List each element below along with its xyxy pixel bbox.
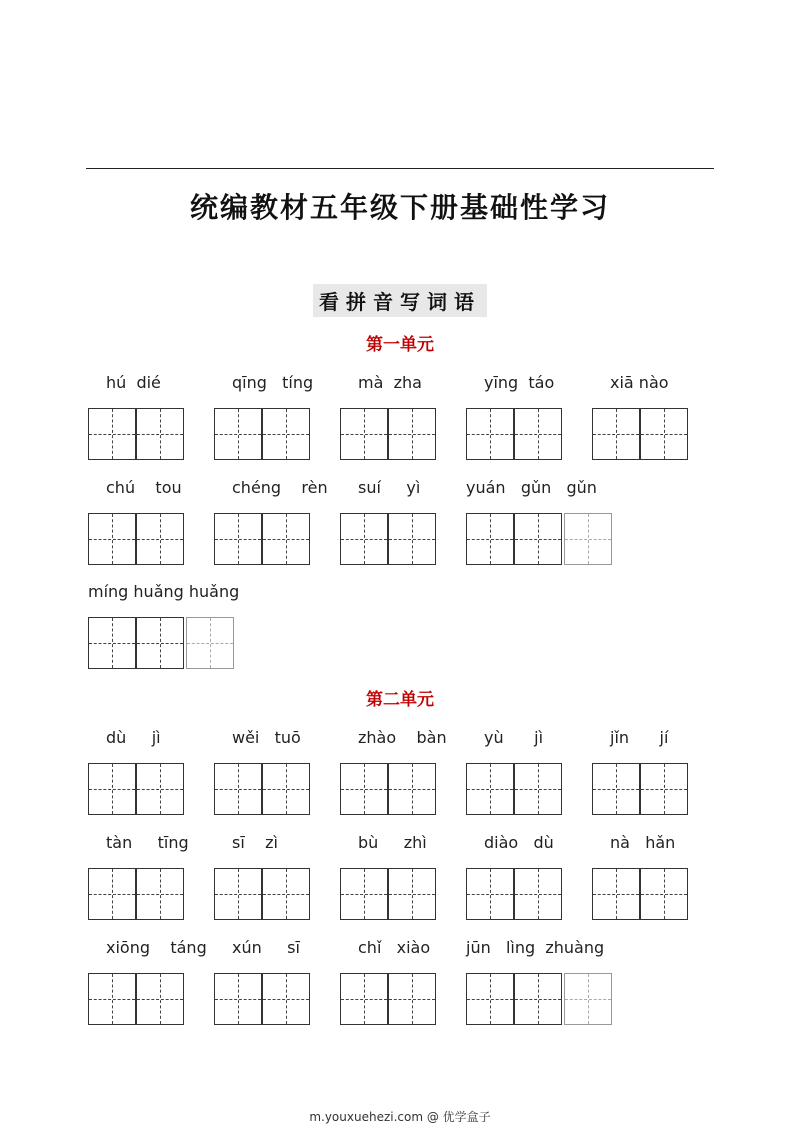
answer-grid xyxy=(88,513,186,565)
writing-cell[interactable] xyxy=(262,513,310,565)
writing-cell[interactable] xyxy=(466,408,514,460)
writing-cell[interactable] xyxy=(592,408,640,460)
pinyin-prompt: qīng tíng xyxy=(232,373,314,392)
writing-cell[interactable] xyxy=(88,408,136,460)
pinyin-prompt: tàn tīng xyxy=(106,833,189,852)
writing-cell[interactable] xyxy=(214,868,262,920)
pinyin-prompt: zhào bàn xyxy=(358,728,447,747)
answer-grid xyxy=(88,868,186,920)
answer-grid xyxy=(340,973,438,1025)
writing-cell[interactable] xyxy=(136,868,184,920)
writing-cell[interactable] xyxy=(340,408,388,460)
answer-grid xyxy=(466,408,564,460)
pinyin-prompt: yīng táo xyxy=(484,373,555,392)
pinyin-prompt: hú dié xyxy=(106,373,161,392)
answer-grid xyxy=(88,763,186,815)
writing-cell[interactable] xyxy=(640,868,688,920)
answer-grid xyxy=(214,868,312,920)
answer-grid xyxy=(214,408,312,460)
writing-cell[interactable] xyxy=(514,973,562,1025)
writing-cell[interactable] xyxy=(186,617,234,669)
answer-grid xyxy=(88,617,234,669)
page-title: 统编教材五年级下册基础性学习 xyxy=(189,191,610,224)
pinyin-prompt: xiā nào xyxy=(610,373,669,392)
pinyin-prompt: chéng rèn xyxy=(232,478,328,497)
answer-grid xyxy=(466,973,612,1025)
answer-grid xyxy=(466,868,564,920)
pinyin-prompt: suí yì xyxy=(358,478,421,497)
writing-cell[interactable] xyxy=(136,513,184,565)
answer-grid xyxy=(214,513,312,565)
pinyin-prompt: jǐn jí xyxy=(610,728,669,747)
section-heading-wrap xyxy=(0,284,800,317)
answer-grid xyxy=(214,973,312,1025)
unit-title: 第二单元 xyxy=(366,690,434,710)
writing-cell[interactable] xyxy=(136,408,184,460)
writing-cell[interactable] xyxy=(640,763,688,815)
pinyin-prompt: chǐ xiào xyxy=(358,938,431,957)
writing-cell[interactable] xyxy=(136,973,184,1025)
footer-watermark: m.youxuehezi.com @ 优学盒子 xyxy=(309,1110,491,1124)
writing-cell[interactable] xyxy=(640,408,688,460)
answer-grid xyxy=(466,513,612,565)
writing-cell[interactable] xyxy=(466,868,514,920)
writing-cell[interactable] xyxy=(262,763,310,815)
writing-cell[interactable] xyxy=(136,763,184,815)
pinyin-prompt: chú tou xyxy=(106,478,182,497)
answer-grid xyxy=(88,408,186,460)
writing-cell[interactable] xyxy=(214,408,262,460)
writing-cell[interactable] xyxy=(564,973,612,1025)
writing-cell[interactable] xyxy=(88,513,136,565)
pinyin-prompt: sī zì xyxy=(232,833,278,852)
pinyin-prompt: xún sī xyxy=(232,938,300,957)
answer-grid xyxy=(340,868,438,920)
writing-cell[interactable] xyxy=(214,973,262,1025)
writing-cell[interactable] xyxy=(340,763,388,815)
answer-grid xyxy=(340,763,438,815)
writing-cell[interactable] xyxy=(388,973,436,1025)
writing-cell[interactable] xyxy=(88,617,136,669)
writing-cell[interactable] xyxy=(514,513,562,565)
writing-cell[interactable] xyxy=(466,763,514,815)
pinyin-prompt: jūn lìng zhuàng xyxy=(466,938,605,957)
writing-cell[interactable] xyxy=(214,513,262,565)
writing-cell[interactable] xyxy=(592,763,640,815)
pinyin-prompt: wěi tuō xyxy=(232,728,301,747)
writing-cell[interactable] xyxy=(88,973,136,1025)
answer-grid xyxy=(88,973,186,1025)
pinyin-prompt: yù jì xyxy=(484,728,544,747)
pinyin-prompt: mà zha xyxy=(358,373,422,392)
pinyin-prompt: yuán gǔn gǔn xyxy=(466,478,597,497)
header-rule xyxy=(86,168,714,169)
answer-grid xyxy=(466,763,564,815)
writing-cell[interactable] xyxy=(136,617,184,669)
writing-cell[interactable] xyxy=(388,868,436,920)
answer-grid xyxy=(214,763,312,815)
writing-cell[interactable] xyxy=(340,513,388,565)
writing-cell[interactable] xyxy=(514,868,562,920)
pinyin-prompt: dù jì xyxy=(106,728,161,747)
writing-cell[interactable] xyxy=(388,513,436,565)
pinyin-prompt: nà hǎn xyxy=(610,833,676,852)
section-heading: 看拼音写词语 xyxy=(313,284,487,317)
answer-grid xyxy=(592,868,690,920)
writing-cell[interactable] xyxy=(466,973,514,1025)
pinyin-prompt: bù zhì xyxy=(358,833,427,852)
writing-cell[interactable] xyxy=(262,408,310,460)
writing-cell[interactable] xyxy=(466,513,514,565)
writing-cell[interactable] xyxy=(340,868,388,920)
writing-cell[interactable] xyxy=(88,868,136,920)
writing-cell[interactable] xyxy=(340,973,388,1025)
answer-grid xyxy=(340,408,438,460)
writing-cell[interactable] xyxy=(564,513,612,565)
writing-cell[interactable] xyxy=(262,973,310,1025)
answer-grid xyxy=(592,763,690,815)
pinyin-prompt: xiōng táng xyxy=(106,938,207,957)
answer-grid xyxy=(592,408,690,460)
writing-cell[interactable] xyxy=(514,763,562,815)
writing-cell[interactable] xyxy=(262,868,310,920)
writing-cell[interactable] xyxy=(214,763,262,815)
writing-cell[interactable] xyxy=(388,763,436,815)
writing-cell[interactable] xyxy=(88,763,136,815)
unit-title: 第一单元 xyxy=(366,335,434,355)
writing-cell[interactable] xyxy=(514,408,562,460)
writing-cell[interactable] xyxy=(592,868,640,920)
answer-grid xyxy=(340,513,438,565)
pinyin-prompt: diào dù xyxy=(484,833,554,852)
writing-cell[interactable] xyxy=(388,408,436,460)
pinyin-prompt: míng huǎng huǎng xyxy=(88,582,240,601)
